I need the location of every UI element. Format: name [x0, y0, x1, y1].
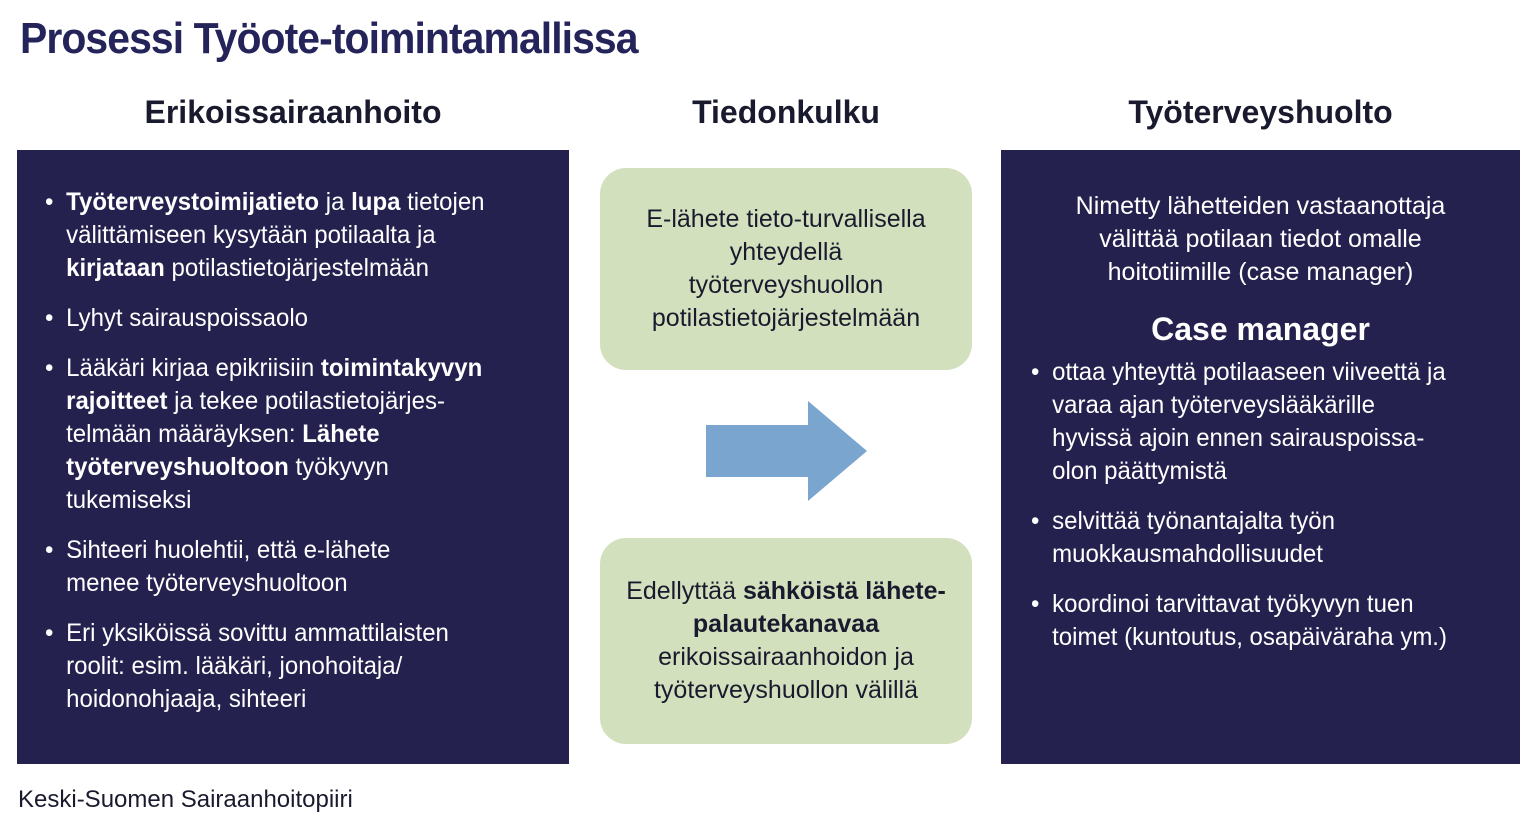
- text: ja tekee potilastietojärjes-telmään määräyksen:: [66, 387, 445, 448]
- occupational-health-panel: [1001, 150, 1520, 764]
- text: Edellyttää: [626, 577, 743, 605]
- text: Lääkäri kirjaa epikriisiin: [66, 354, 321, 382]
- right-bullet-1: • ottaa yhteyttä potilaaseen viiveettä ja varaa ajan työterveyslääkärille hyvissä ajoin ennen sairauspoissa-olon päättymistä: [1031, 356, 1455, 488]
- e-referral-text: [636, 203, 936, 335]
- right-bullet-3: • koordinoi tarvittavat työkyvyn tuen toimet (kuntoutus, osapäiväraha ym.): [1031, 588, 1475, 654]
- text: työkyvyn tukemiseksi: [66, 453, 389, 514]
- left-column-heading: Erikoissairaanhoito: [144, 94, 442, 130]
- bold-text: Työterveystoimijatieto: [66, 188, 320, 216]
- left-bullet-2: [45, 302, 510, 335]
- text: potilastietojärjestelmään: [164, 254, 429, 282]
- bold-text: sähköistä lähete-palautekanavaa: [692, 577, 946, 638]
- flow-arrow-icon: [706, 401, 868, 501]
- text: Sihteeri huolehtii, että e-lähete menee työterveyshuoltoon: [66, 536, 391, 597]
- source-credit: Keski-Suomen Sairaanhoitopiiri: [18, 786, 353, 813]
- e-referral-box: [600, 168, 972, 370]
- text: erikoissairaanhoidon ja työterveyshuollon välillä: [653, 643, 919, 704]
- text: tietojen välittämiseen kysytään potilaalta ja: [66, 188, 485, 249]
- middle-column-heading: Tiedonkulku: [692, 94, 880, 130]
- receiver-intro: Nimetty lähetteiden vastaanottaja välittää potilaan tiedot omalle hoitotiimille (case manager): [1075, 192, 1446, 286]
- feedback-channel-box: [600, 538, 972, 744]
- right-bullet-2: • selvittää työnantajalta työn muokkausmahdollisuudet: [1031, 505, 1455, 571]
- left-bullet-4: [45, 534, 469, 600]
- text: Eri yksiköissä sovittu ammattilaisten roolit: esim. lääkäri, jonohoitaja/ hoidonohjaaja, sihteeri: [66, 619, 449, 713]
- bold-text: Lähete työterveyshuoltoon: [66, 420, 380, 481]
- specialist-care-panel: [17, 150, 569, 764]
- text: ja: [319, 188, 352, 216]
- left-bullet-1: [45, 186, 510, 285]
- right-column-heading: Työterveyshuolto: [1128, 94, 1393, 130]
- page-title: Prosessi Työote-toimintamallissa: [20, 14, 638, 63]
- bold-text: toimintakyvyn rajoitteet: [66, 354, 483, 415]
- left-bullet-5: [45, 617, 500, 716]
- left-bullet-3: [45, 352, 496, 517]
- case-manager-heading: Case manager: [1151, 311, 1370, 347]
- text: E-lähete tieto-turvallisella yhteydellä työterveyshuollon potilastietojärjestelmään: [646, 205, 926, 332]
- bold-text: kirjataan: [66, 254, 165, 282]
- text: Lyhyt sairauspoissaolo: [66, 304, 309, 332]
- arrow-shape: [706, 401, 867, 501]
- feedback-channel-text: [616, 575, 956, 707]
- bold-text: lupa: [351, 188, 401, 216]
